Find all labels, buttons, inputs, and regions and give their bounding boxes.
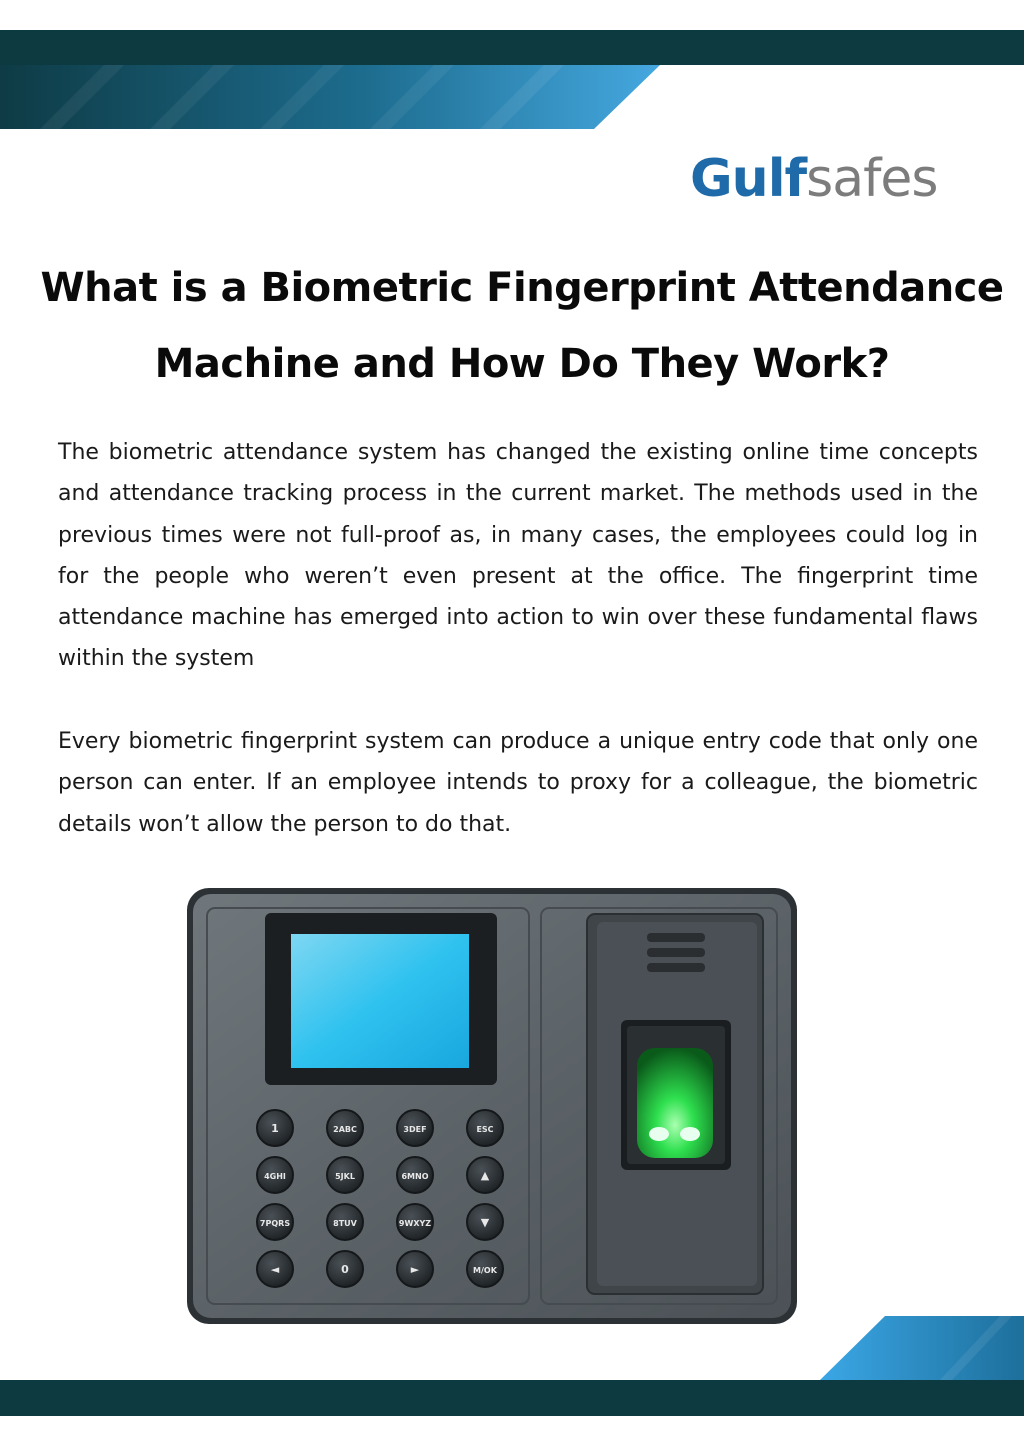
fingerprint-attendance-machine-image	[187, 888, 797, 1324]
keypad-key-label: ►	[410, 1263, 420, 1276]
keypad-key-label: 1	[271, 1122, 279, 1135]
keypad-key-label: M/OK	[473, 1266, 497, 1275]
keypad-key-label: 7PQRS	[259, 1219, 291, 1228]
logo-text-gulf: Gulf	[690, 149, 807, 209]
keypad-key-label: ▲	[480, 1169, 490, 1182]
gulfsafes-logo	[690, 148, 938, 210]
article-paragraph: Every biometric fingerprint system can produce a unique entry code that only one person can enter. If an employee intends to proxy for a colleague, the biometric details won’t allow the person to do that.	[58, 729, 978, 837]
keypad-key-label: 6MNO	[401, 1172, 429, 1181]
keypad-key-label: 8TUV	[333, 1219, 357, 1228]
keypad-key-label: ◄	[270, 1263, 280, 1276]
keypad-key-label: 9WXYZ	[398, 1219, 432, 1228]
keypad-key-label: 4GHI	[264, 1172, 286, 1181]
keypad-key-label: ESC	[476, 1125, 494, 1134]
footer-band	[0, 1316, 1024, 1416]
article-paragraph: The biometric attendance system has changed the existing online time concepts and attendance tracking process in the current market. The methods used in the previous times were not full-proof as, in many cases, the employees could log in for the people who weren’t even present at the office. The fingerprint time attendance machine has emerged into action to win over these fundamental flaws within the system	[58, 440, 978, 672]
keypad-key-label: 0	[341, 1263, 349, 1276]
article-title: What is a Biometric Fingerprint Attendance Machine and How Do They Work?	[40, 265, 1004, 387]
header-band	[0, 30, 1024, 129]
keypad-key-label: 2ABC	[333, 1125, 357, 1134]
keypad-key-label: 5JKL	[335, 1172, 355, 1181]
keypad-key-label: 3DEF	[403, 1125, 427, 1134]
logo-text-safes: safes	[806, 149, 938, 209]
keypad-key-label: ▼	[480, 1216, 490, 1229]
